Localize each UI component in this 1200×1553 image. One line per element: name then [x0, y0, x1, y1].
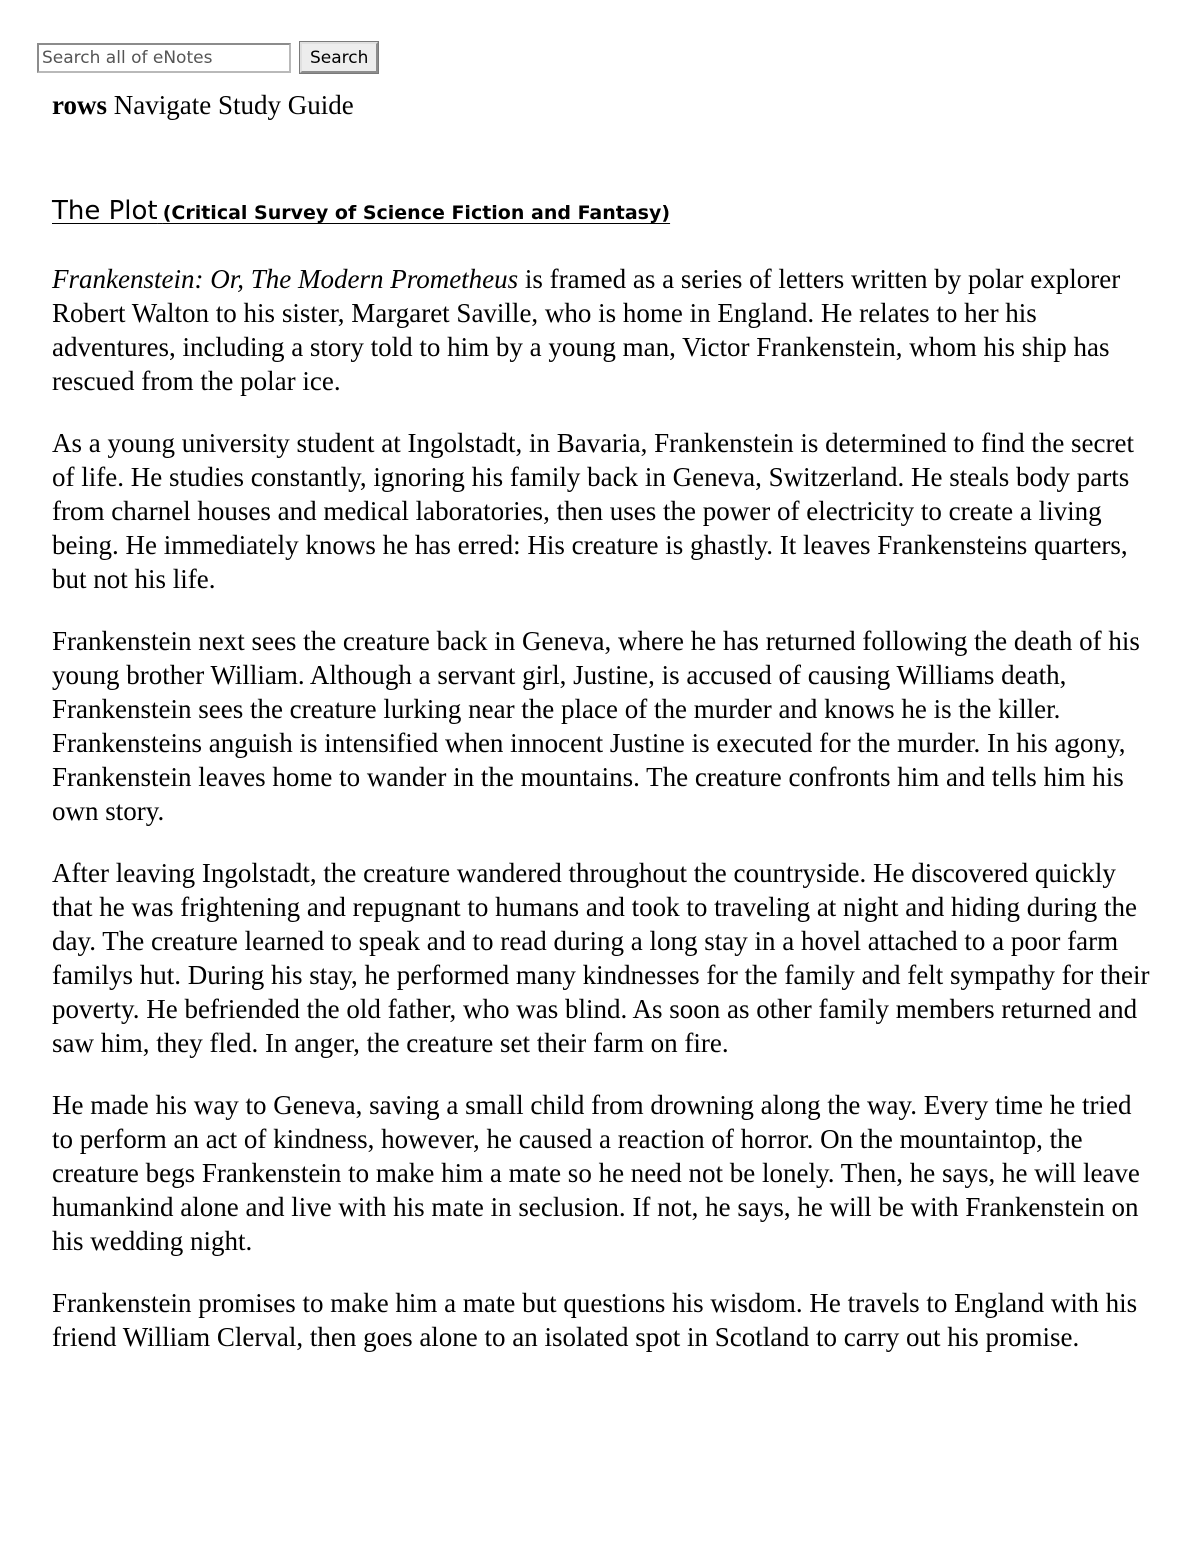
nav-arrows-label: rows	[52, 90, 108, 120]
section-source: (Critical Survey of Science Fiction and Fantasy)	[162, 202, 671, 224]
article-paragraph-6: Frankenstein promises to make him a mate but questions his wisdom. He travels to England with his friend William Clerval, then goes alone to an isolated spot in Scotland to carry out his promise.	[52, 1288, 1138, 1352]
article-paragraph-5: He made his way to Geneva, saving a small child from drowning along the way. Every time he tried to perform an act of kindness, however, he caused a reaction of horror. On the mountaintop, the creature begs Frankenstein to make him a mate so he need not be lonely. Then, he says, he will leave humankind alone and live with his mate in seclusion. If not, he says, he will be with Frankenstein on his wedding night.	[52, 1090, 1140, 1256]
nav-label: Navigate Study Guide	[113, 90, 354, 120]
section-heading-link[interactable]	[52, 196, 670, 226]
article-paragraph-3: Frankenstein next sees the creature back in Geneva, where he has returned following the death of his young brother William. Although a servant girl, Justine, is accused of causing Williams death, Frankenstein sees the creature lurking near the place of the murder and knows he is the killer. Frankensteins anguish is intensified when innocent Justine is executed for the murder. In his agony, Frankenstein leaves home to wander in the mountains. The creature confronts him and tells him his own story.	[52, 626, 1140, 826]
paragraph-text: is framed as a series of letters written by polar explorer Robert Walton to his sister, Margaret Saville, who is home in England. He relates to her his adventures, including a story told to him by a young man, Victor Frankenstein, whom his ship has rescued from the polar ice.	[52, 264, 1121, 396]
article-paragraph-2: As a young university student at Ingolstadt, in Bavaria, Frankenstein is determined to find the secret of life. He studies constantly, ignoring his family back in Geneva, Switzerland. He steals body parts from charnel houses and medical laboratories, then uses the power of electricity to create a living being. He immediately knows he has erred: His creature is ghastly. It leaves Frankensteins quarters, but not his life.	[52, 428, 1135, 594]
study-guide-nav[interactable]	[52, 88, 354, 122]
search-bar	[37, 42, 378, 73]
article-paragraph-1	[52, 262, 1152, 398]
article-paragraph-4: After leaving Ingolstadt, the creature wandered throughout the countryside. He discovered quickly that he was frightening and repugnant to humans and took to traveling at night and hiding during the day. The creature learned to speak and to read during a long stay in a hovel attached to a poor farm familys hut. During his stay, he performed many kindnesses for the family and felt sympathy for their poverty. He befriended the old father, who was blind. As soon as other family members returned and saw him, they fled. In anger, the creature set their farm on fire.	[52, 858, 1150, 1058]
search-button[interactable]: Search	[300, 42, 378, 73]
section-title: The Plot	[52, 196, 158, 226]
article-body	[52, 262, 1152, 1382]
search-input[interactable]	[37, 43, 291, 73]
book-title: Frankenstein: Or, The Modern Prometheus	[52, 264, 519, 294]
